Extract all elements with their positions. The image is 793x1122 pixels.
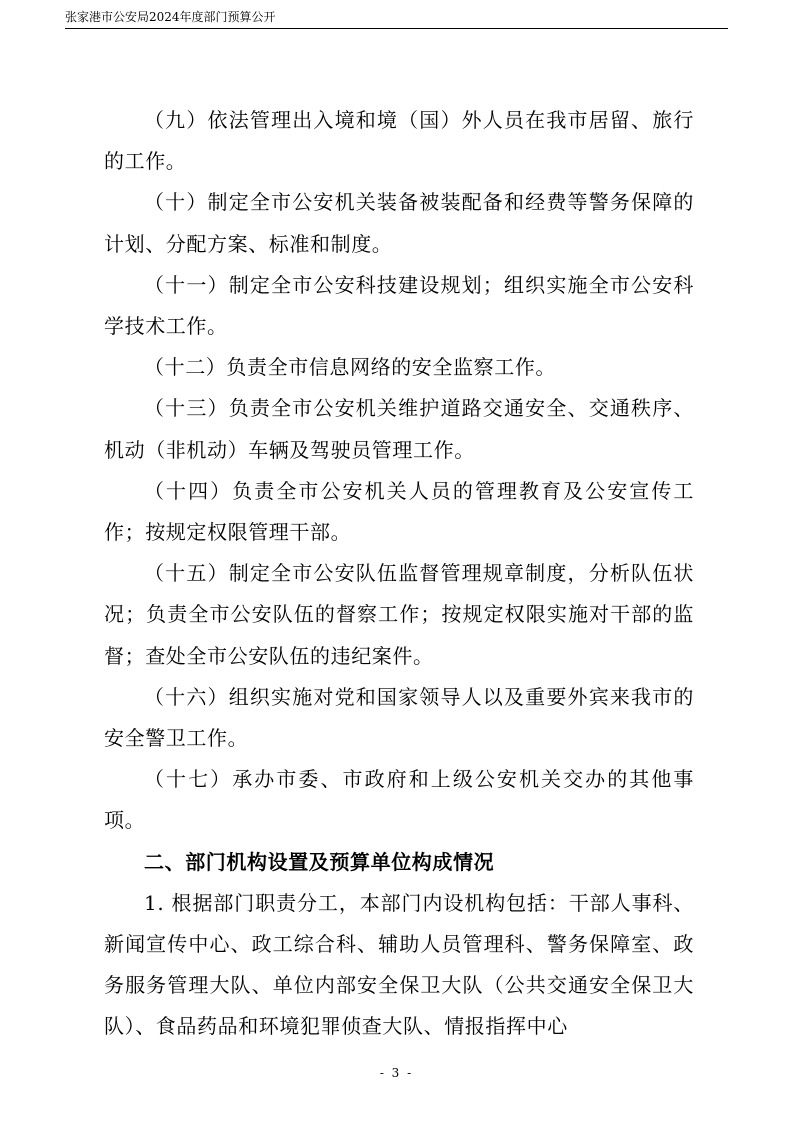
- paragraph-item-17: （十七）承办市委、市政府和上级公安机关交办的其他事项。: [104, 767, 694, 833]
- paragraph-item-12: （十二）负责全市信息网络的安全监察工作。: [144, 355, 556, 380]
- page-header: [65, 6, 728, 29]
- paragraph-item-13: （十三）负责全市公安机关维护道路交通安全、交通秩序、机动（非机动）车辆及驾驶员管理工作。: [104, 396, 694, 462]
- paragraph-item-10: （十）制定全市公安机关装备被装配备和经费等警务保障的计划、分配方案、标准和制度。: [104, 190, 694, 256]
- section-paragraph: 1. 根据部门职责分工，本部门内设机构包括：干部人事科、新闻宣传中心、政工综合科、辅助人员管理科、警务保障室、政务服务管理大队、单位内部安全保卫大队（公共交通安全保卫大队）、食品药品和环境犯罪侦查大队、情报指挥中心: [104, 890, 694, 1039]
- paragraph-item-16: （十六）组织实施对党和国家领导人以及重要外宾来我市的安全警卫工作。: [104, 684, 694, 751]
- header-title: 张家港市公安局2024年度部门预算公开: [65, 10, 276, 24]
- page-number: - 3 -: [379, 1066, 414, 1080]
- document-body: [104, 100, 694, 1048]
- paragraph-item-15: （十五）制定全市公安队伍监督管理规章制度，分析队伍状况；负责全市公安队伍的督察工作；按规定权限实施对干部的监督；查处全市公安队伍的违纪案件。: [104, 561, 694, 668]
- paragraph-item-14: （十四）负责全市公安机关人员的管理教育及公安宣传工作；按规定权限管理干部。: [104, 478, 694, 545]
- paragraph-item-11: （十一）制定全市公安科技建设规划；组织实施全市公安科学技术工作。: [104, 272, 694, 339]
- paragraph-item-9: （九）依法管理出入境和境（国）外人员在我市居留、旅行的工作。: [104, 108, 694, 174]
- section-heading: 二、部门机构设置及预算单位构成情况: [144, 849, 495, 874]
